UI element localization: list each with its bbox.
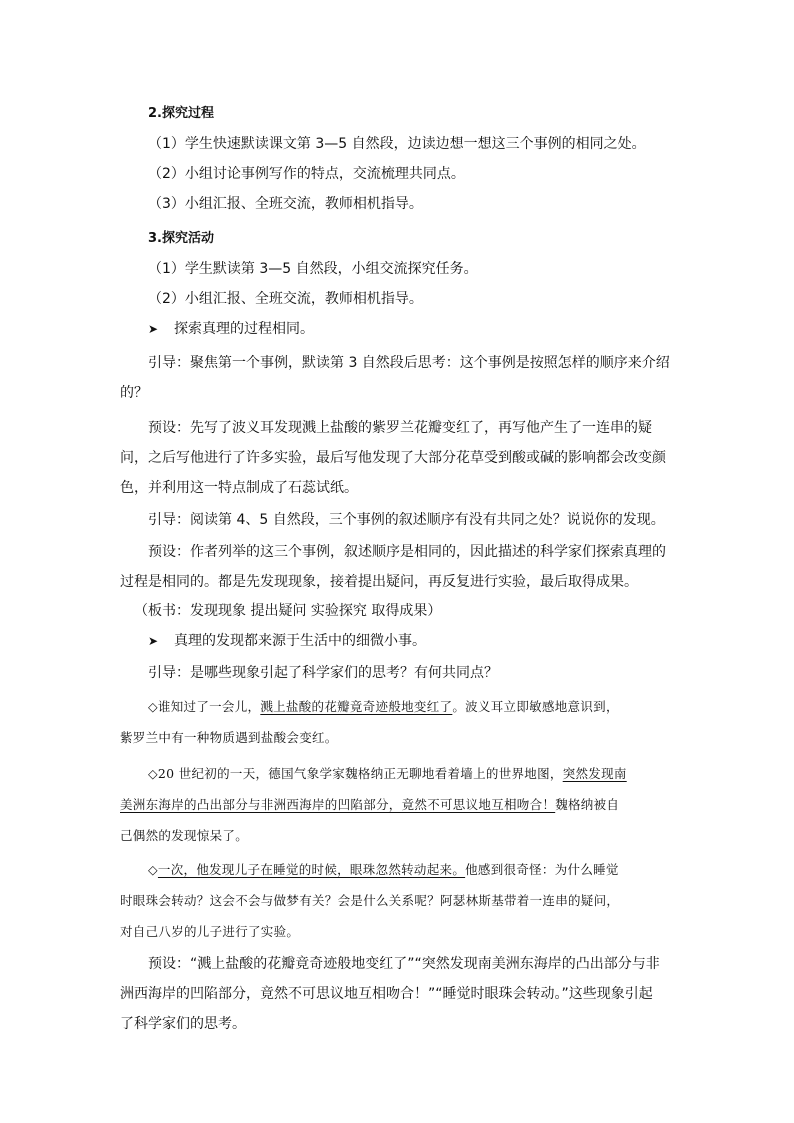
paragraph: 引导：阅读第 4、5 自然段，三个事例的叙述顺序有没有共同之处？说说你的发现。 <box>148 512 665 528</box>
heading-process: 2.探究过程 <box>148 106 214 121</box>
heading-activity: 3.探究活动 <box>148 231 214 246</box>
paragraph: 预设：先写了波义耳发现溅上盐酸的紫罗兰花瓣变红了，再写他产生了一连串的疑 <box>148 420 652 436</box>
quote-line: 己偶然的发现惊呆了。 <box>120 828 249 843</box>
quote-text: ◇ <box>148 862 158 877</box>
quote-line <box>148 764 627 784</box>
quote-line <box>120 795 619 815</box>
paragraph: 过程是相同的。都是先发现现象，接着提出疑问，再反复进行实验，最后取得成果。 <box>120 574 638 590</box>
paragraph: 引导：是哪些现象引起了科学家们的思考？有何共同点？ <box>148 665 498 681</box>
quote-text: ◇20 世纪初的一天，德国气象学家魏格纳正无聊地看着墙上的世界地图， <box>148 766 563 781</box>
underlined-quote: 一次，他发现儿子在睡觉的时候，眼珠忽然转动起来。 <box>157 862 466 877</box>
paragraph: 问，之后写他进行了许多实验，最后写他发现了大部分花草受到酸或碱的影响都会改变颜 <box>120 450 666 466</box>
paragraph: （2）小组讨论事例写作的特点，交流梳理共同点。 <box>148 166 465 182</box>
paragraph: （2）小组汇报、全班交流，教师相机指导。 <box>148 291 423 307</box>
bullet-item <box>148 631 426 651</box>
paragraph: 引导：聚焦第一个事例，默读第 3 自然段后思考：这个事例是按照怎样的顺序来介绍 <box>148 355 670 371</box>
paragraph: 了科学家们的思考。 <box>120 1016 246 1032</box>
arrow-bullet-icon: ➤ <box>148 634 159 648</box>
quote-text: 。波义耳立即敏感地意识到， <box>452 699 619 714</box>
quote-line: 对自己八岁的儿子进行了实验。 <box>120 924 300 939</box>
quote-text: 魏格纳被自 <box>555 797 620 812</box>
board-note: （板书：发现现象 提出疑问 实验探究 取得成果） <box>134 603 442 619</box>
paragraph: 洲西海岸的凹陷部分，竟然不可思议地互相吻合！”“睡觉时眼珠会转动。”这些现象引起 <box>120 986 653 1002</box>
paragraph: 预设：作者列举的这三个事例，叙述顺序是相同的，因此描述的科学家们探索真理的 <box>148 544 666 560</box>
bullet-text: 探索真理的过程相同。 <box>174 321 314 337</box>
paragraph: （3）小组汇报、全班交流，教师相机指导。 <box>148 196 423 212</box>
bullet-item <box>148 319 314 339</box>
quote-line: 时眼珠会转动？这会不会与做梦有关？会是什么关系呢？阿瑟林斯基带着一连串的疑问， <box>120 893 620 908</box>
paragraph: （1）学生默读第 3—5 自然段，小组交流探究任务。 <box>148 261 478 277</box>
quote-line <box>148 860 619 880</box>
bullet-text: 真理的发现都来源于生活中的细微小事。 <box>174 633 426 649</box>
underlined-quote: 突然发现南 <box>562 766 627 781</box>
underlined-quote: 溅上盐酸的花瓣竟奇迹般地变红了 <box>260 699 453 714</box>
paragraph: 色，并利用这一特点制成了石蕊试纸。 <box>120 480 358 496</box>
quote-text: ◇谁知过了一会儿， <box>148 699 261 714</box>
paragraph: 预设：“溅上盐酸的花瓣竟奇迹般地变红了”“突然发现南美洲东海岸的凸出部分与非 <box>148 956 660 972</box>
arrow-bullet-icon: ➤ <box>148 322 159 336</box>
underlined-quote: 美洲东海岸的凸出部分与非洲西海岸的凹陷部分，竟然不可思议地互相吻合！ <box>120 797 556 812</box>
quote-line <box>148 697 619 717</box>
quote-text: 他感到很奇怪：为什么睡觉 <box>465 862 619 877</box>
quote-line: 紫罗兰中有一种物质遇到盐酸会变红。 <box>120 730 338 745</box>
paragraph: 的？ <box>120 385 148 401</box>
paragraph: （1）学生快速默读课文第 3—5 自然段，边读边想一想这三个事例的相同之处。 <box>148 136 646 152</box>
